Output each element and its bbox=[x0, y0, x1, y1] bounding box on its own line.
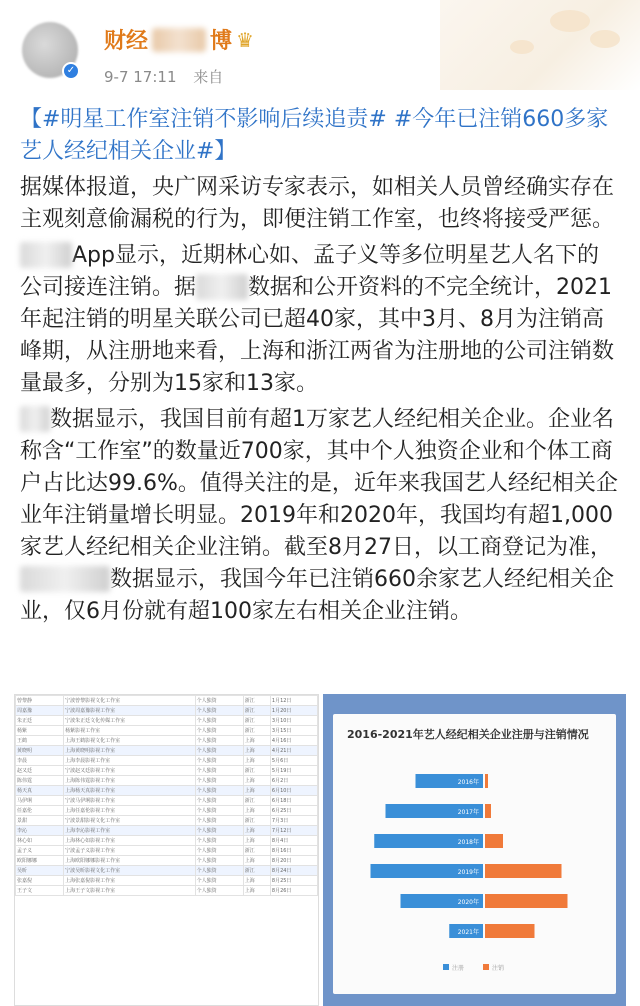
table-cell: 8月26日 bbox=[270, 886, 317, 896]
table-cell: 6月25日 bbox=[270, 806, 317, 816]
table-cell: 景甜 bbox=[16, 816, 64, 826]
table-cell: 个人独资 bbox=[195, 726, 243, 736]
table-row bbox=[16, 816, 318, 826]
table-row bbox=[16, 776, 318, 786]
table-cell: 3月15日 bbox=[270, 726, 317, 736]
table-row bbox=[16, 876, 318, 886]
table-cell: 7月12日 bbox=[270, 826, 317, 836]
crown-icon: ♛ bbox=[236, 27, 254, 52]
table-cell: 6月10日 bbox=[270, 786, 317, 796]
table-cell: 8月16日 bbox=[270, 846, 317, 856]
table-row bbox=[16, 856, 318, 866]
table-cell: 个人独资 bbox=[195, 746, 243, 756]
table-cell: 宁波孟子义影视工作室 bbox=[64, 846, 196, 856]
table-row bbox=[16, 786, 318, 796]
table-row bbox=[16, 716, 318, 726]
legend-label: 注销 bbox=[492, 965, 505, 972]
post-images bbox=[14, 694, 626, 1006]
table-cell: 个人独资 bbox=[195, 866, 243, 876]
category-label: 2016年 bbox=[457, 779, 479, 786]
table-cell: 上海黄晓明影视工作室 bbox=[64, 746, 196, 756]
paragraph-1: 据媒体报道，央广网采访专家表示，如相关人员曾经确实存在主观刻意偷漏税的行为，即便注销工作室，也终将接受严惩。 bbox=[20, 175, 615, 232]
table-cell: 李沁 bbox=[16, 826, 64, 836]
table-cell: 个人独资 bbox=[195, 816, 243, 826]
table-cell: 4月16日 bbox=[270, 736, 317, 746]
table-cell: 8月24日 bbox=[270, 866, 317, 876]
table-cell: 上海 bbox=[243, 776, 270, 786]
table-cell: 个人独资 bbox=[195, 836, 243, 846]
post-body bbox=[20, 104, 620, 632]
author-name[interactable] bbox=[104, 24, 254, 55]
table-row bbox=[16, 756, 318, 766]
post-meta bbox=[104, 66, 235, 87]
table-row bbox=[16, 886, 318, 896]
table-cell: 任嘉伦 bbox=[16, 806, 64, 816]
table-cell: 上海李沁影视工作室 bbox=[64, 826, 196, 836]
table-cell: 黄晓明 bbox=[16, 746, 64, 756]
table-cell: 上海 bbox=[243, 736, 270, 746]
table-cell: 个人独资 bbox=[195, 796, 243, 806]
table-cell: 个人独资 bbox=[195, 766, 243, 776]
topic-hashtags[interactable]: 【#明星工作室注销不影响后续追责# #今年已注销660多家艺人经纪相关企业#】 bbox=[20, 107, 609, 164]
table-cell: 个人独资 bbox=[195, 696, 243, 706]
table-cell: 浙江 bbox=[243, 796, 270, 806]
table-cell: 赵又廷 bbox=[16, 766, 64, 776]
redacted-mask bbox=[152, 28, 206, 52]
table-cell: 浙江 bbox=[243, 816, 270, 826]
table-cell: 王鹤 bbox=[16, 736, 64, 746]
table-cell: 浙江 bbox=[243, 866, 270, 876]
category-label: 2020年 bbox=[457, 899, 479, 906]
table-cell: 5月19日 bbox=[270, 766, 317, 776]
chart-title: 2016-2021年艺人经纪相关企业注册与注销情况 bbox=[347, 728, 589, 741]
table-cell: 5月6日 bbox=[270, 756, 317, 766]
table-cell: 孟子义 bbox=[16, 846, 64, 856]
author-prefix: 财经 bbox=[104, 29, 149, 54]
paragraph-2a: App显示，近期林心如、孟子义等多位明星艺人名下的公司接连注销。据 bbox=[20, 243, 599, 300]
redacted-mask bbox=[20, 242, 72, 268]
table-row bbox=[16, 836, 318, 846]
author-suffix: 博 bbox=[210, 29, 233, 54]
post-header bbox=[0, 0, 640, 100]
table-cell: 个人独资 bbox=[195, 706, 243, 716]
table-row bbox=[16, 726, 318, 736]
table-row bbox=[16, 866, 318, 876]
bar-cancel bbox=[485, 774, 488, 788]
company-table bbox=[15, 695, 318, 896]
table-cell: 1月12日 bbox=[270, 696, 317, 706]
table-cell: 浙江 bbox=[243, 706, 270, 716]
paragraph-2b: 数据和公开资料的不完全统计，2021年起注销的明星关联公司已超40家，其中3月、8月为注销高峰期，从注册地来看，上海和浙江两省为注册地的公司注销数量最多，分别为15家和13家。 bbox=[20, 275, 615, 396]
table-cell: 浙江 bbox=[243, 696, 270, 706]
table-cell: 杨紫影视工作室 bbox=[64, 726, 196, 736]
table-cell: 浙江 bbox=[243, 726, 270, 736]
table-cell: 宁波周嘉豫影视工作室 bbox=[64, 706, 196, 716]
table-row bbox=[16, 846, 318, 856]
image-table-thumbnail[interactable] bbox=[14, 694, 319, 1006]
table-cell: 个人独资 bbox=[195, 886, 243, 896]
table-cell: 个人独资 bbox=[195, 786, 243, 796]
image-chart-thumbnail[interactable] bbox=[323, 694, 626, 1006]
verified-icon: ✓ bbox=[62, 62, 80, 80]
table-cell: 上海林心如影视工作室 bbox=[64, 836, 196, 846]
table-cell: 曾黎静 bbox=[16, 696, 64, 706]
table-cell: 6月18日 bbox=[270, 796, 317, 806]
table-cell: 4月21日 bbox=[270, 746, 317, 756]
table-cell: 浙江 bbox=[243, 716, 270, 726]
table-cell: 周嘉豫 bbox=[16, 706, 64, 716]
table-cell: 上海 bbox=[243, 876, 270, 886]
table-cell: 上海杨天真影视工作室 bbox=[64, 786, 196, 796]
table-cell: 个人独资 bbox=[195, 826, 243, 836]
table-cell: 上海 bbox=[243, 886, 270, 896]
table-cell: 宁波马伊琍影视工作室 bbox=[64, 796, 196, 806]
post-time: 9-7 17:11 bbox=[104, 68, 177, 86]
table-cell: 上海 bbox=[243, 836, 270, 846]
table-cell: 8月4日 bbox=[270, 836, 317, 846]
category-label: 2019年 bbox=[457, 869, 479, 876]
table-cell: 宁波朱正廷文化传媒工作室 bbox=[64, 716, 196, 726]
table-cell: 浙江 bbox=[243, 846, 270, 856]
table-row bbox=[16, 706, 318, 716]
category-label: 2018年 bbox=[457, 839, 479, 846]
table-cell: 朱正廷 bbox=[16, 716, 64, 726]
table-cell: 上海 bbox=[243, 826, 270, 836]
table-cell: 个人独资 bbox=[195, 856, 243, 866]
bar-cancel bbox=[485, 924, 535, 938]
table-cell: 上海 bbox=[243, 786, 270, 796]
paragraph-3 bbox=[20, 404, 620, 628]
table-cell: 上海陈伟霆影视工作室 bbox=[64, 776, 196, 786]
table-cell: 个人独资 bbox=[195, 876, 243, 886]
table-cell: 1月20日 bbox=[270, 706, 317, 716]
table-cell: 7月3日 bbox=[270, 816, 317, 826]
table-row bbox=[16, 696, 318, 706]
table-row bbox=[16, 796, 318, 806]
table-cell: 个人独资 bbox=[195, 846, 243, 856]
bar-cancel bbox=[485, 834, 503, 848]
table-cell: 个人独资 bbox=[195, 716, 243, 726]
table-cell: 宁波吴昕影视文化工作室 bbox=[64, 866, 196, 876]
paragraph-2 bbox=[20, 240, 620, 400]
table-cell: 张嘉倪 bbox=[16, 876, 64, 886]
table-cell: 李晨 bbox=[16, 756, 64, 766]
table-cell: 林心如 bbox=[16, 836, 64, 846]
table-cell: 吴昕 bbox=[16, 866, 64, 876]
paragraph-3a: 数据显示，我国目前有超1万家艺人经纪相关企业。企业名称含“工作室”的数量近700家，其中个人独资企业和个体工商户占比达99.6%。值得关注的是，近年来我国艺人经纪相关企业年注销量增长明显。2019年和2020年，我国均有超1,000家艺人经纪相关企业注销。截至8月27日，以工商登记为准， bbox=[20, 407, 618, 560]
table-cell: 上海任嘉伦影视工作室 bbox=[64, 806, 196, 816]
table-cell: 6月2日 bbox=[270, 776, 317, 786]
table-cell: 宁波景甜影视文化工作室 bbox=[64, 816, 196, 826]
table-cell: 个人独资 bbox=[195, 806, 243, 816]
bar-cancel bbox=[485, 804, 491, 818]
table-cell: 8月20日 bbox=[270, 856, 317, 866]
table-cell: 上海 bbox=[243, 806, 270, 816]
table-cell: 个人独资 bbox=[195, 736, 243, 746]
paragraph-3b: 数据显示，我国今年已注销660余家艺人经纪相关企业，仅6月份就有超100家左右相关企业注销。 bbox=[20, 567, 614, 624]
table-cell: 上海李晨影视工作室 bbox=[64, 756, 196, 766]
bar-cancel bbox=[485, 864, 562, 878]
table-cell: 上海王子文影视工作室 bbox=[64, 886, 196, 896]
table-row bbox=[16, 736, 318, 746]
table-cell: 上海张嘉倪影视工作室 bbox=[64, 876, 196, 886]
chart-svg bbox=[333, 714, 616, 994]
redacted-mask bbox=[196, 274, 248, 300]
decoration bbox=[440, 0, 640, 90]
table-cell: 杨天真 bbox=[16, 786, 64, 796]
table-cell: 上海 bbox=[243, 756, 270, 766]
table-row bbox=[16, 766, 318, 776]
table-cell: 浙江 bbox=[243, 766, 270, 776]
table-cell: 宁波赵又廷影视工作室 bbox=[64, 766, 196, 776]
table-cell: 王子文 bbox=[16, 886, 64, 896]
redacted-mask bbox=[20, 566, 110, 592]
table-cell: 杨紫 bbox=[16, 726, 64, 736]
post-source: 来自 bbox=[193, 68, 224, 86]
table-cell: 上海 bbox=[243, 746, 270, 756]
redacted-mask bbox=[20, 406, 50, 432]
table-cell: 宁波曾黎影视文化工作室 bbox=[64, 696, 196, 706]
table-cell: 陈伟霆 bbox=[16, 776, 64, 786]
category-label: 2021年 bbox=[457, 929, 479, 936]
legend-swatch bbox=[483, 964, 489, 970]
chart-card bbox=[333, 714, 616, 994]
legend-label: 注册 bbox=[452, 965, 465, 972]
table-cell: 欧阳娜娜 bbox=[16, 856, 64, 866]
table-cell: 上海 bbox=[243, 856, 270, 866]
table-cell: 上海王鹤影视文化工作室 bbox=[64, 736, 196, 746]
table-cell: 8月25日 bbox=[270, 876, 317, 886]
table-row bbox=[16, 746, 318, 756]
table-row bbox=[16, 806, 318, 816]
table-cell: 马伊琍 bbox=[16, 796, 64, 806]
bar-cancel bbox=[485, 894, 568, 908]
legend-swatch bbox=[443, 964, 449, 970]
table-cell: 个人独资 bbox=[195, 776, 243, 786]
table-row bbox=[16, 826, 318, 836]
category-label: 2017年 bbox=[457, 809, 479, 816]
table-cell: 上海欧阳娜娜影视工作室 bbox=[64, 856, 196, 866]
table-cell: 3月10日 bbox=[270, 716, 317, 726]
table-cell: 个人独资 bbox=[195, 756, 243, 766]
